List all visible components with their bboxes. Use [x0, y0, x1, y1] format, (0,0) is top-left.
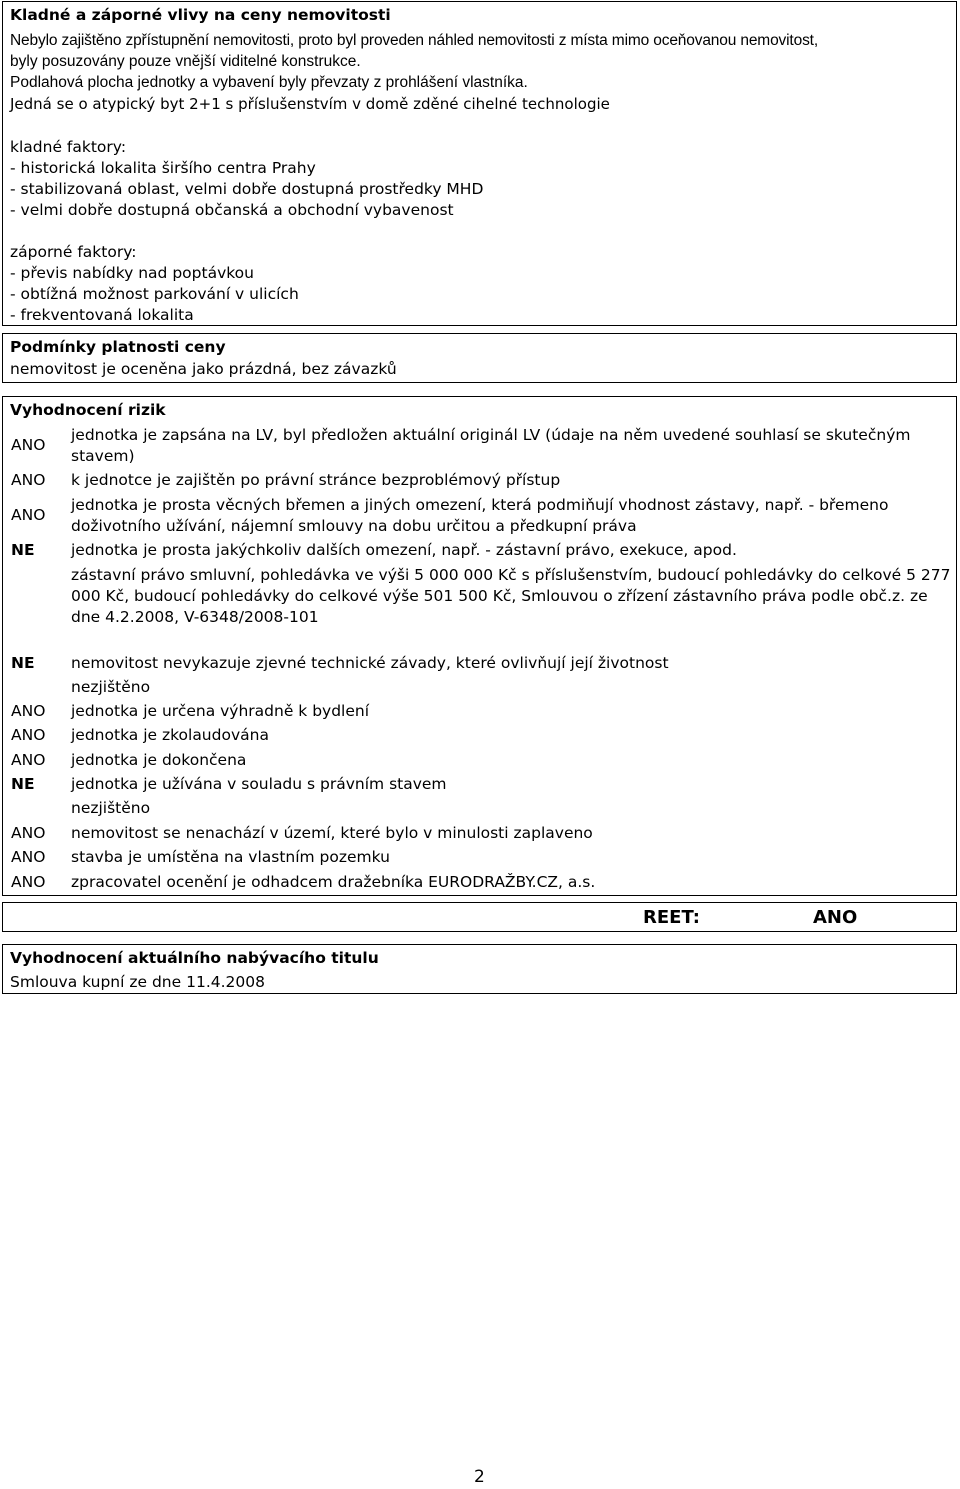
risk-flag: ANO — [11, 726, 46, 744]
positive-item: - historická lokalita širšího centra Prahy — [10, 159, 316, 177]
risk-flag: NE — [11, 654, 35, 672]
risk-text: jednotka je užívána v souladu s právním stavem — [71, 775, 447, 793]
influences-line: Nebylo zajištěno zpřístupnění nemovitosti, proto byl proveden náhled nemovitosti z místa mimo oceňovanou nemovitost, — [10, 32, 818, 49]
positive-item: - stabilizovaná oblast, velmi dobře dostupná prostředky MHD — [10, 180, 484, 198]
risk-text: nemovitost se nenachází v území, které bylo v minulosti zaplaveno — [71, 824, 593, 842]
risk-text: jednotka je prosta jakýchkoliv dalších omezení, např. - zástavní právo, exekuce, apod. — [71, 541, 737, 559]
risk-text: jednotka je zapsána na LV, byl předložen aktuální originál LV (údaje na něm uvedené souhlasí se skutečným — [71, 426, 911, 444]
influences-section — [2, 1, 957, 326]
validity-title: Podmínky platnosti ceny — [10, 338, 226, 356]
positive-heading: kladné faktory: — [10, 138, 127, 156]
risk-flag: NE — [11, 541, 35, 559]
risk-flag: NE — [11, 775, 35, 793]
risk-text: doživotního užívání, nájemní smlouvy na dobu určitou a předkupní práva — [71, 517, 637, 535]
influences-line: Podlahová plocha jednotky a vybavení byly převzaty z prohlášení vlastníka. — [10, 74, 528, 91]
risks-section — [2, 396, 957, 896]
risk-text: 000 Kč, budoucí pohledávky do celkové výše 501 500 Kč, Smlouvou o zřízení zástavního práva podle obč.z. ze — [71, 587, 928, 605]
risk-text: jednotka je prosta věcných břemen a jiných omezení, která podmiňují vhodnost zástavy, např. - břemeno — [71, 496, 889, 514]
risk-flag: ANO — [11, 824, 46, 842]
negative-item: - frekventovaná lokalita — [10, 306, 194, 324]
validity-section — [2, 333, 957, 383]
title-section-text: Smlouva kupní ze dne 11.4.2008 — [10, 973, 265, 991]
title-section — [2, 944, 957, 994]
positive-item: - velmi dobře dostupná občanská a obchodní vybavenost — [10, 201, 454, 219]
negative-item: - obtížná možnost parkování v ulicích — [10, 285, 299, 303]
risks-title: Vyhodnocení rizik — [10, 401, 166, 419]
risk-flag: ANO — [11, 471, 46, 489]
negative-item: - převis nabídky nad poptávkou — [10, 264, 254, 282]
influences-title: Kladné a záporné vlivy na ceny nemovitosti — [10, 6, 391, 24]
risk-text: zástavní právo smluvní, pohledávka ve výši 5 000 000 Kč s příslušenstvím, budoucí pohledávky do celkové 5 277 — [71, 566, 951, 584]
risk-text: nezjištěno — [71, 799, 151, 817]
risk-text: stavem) — [71, 447, 135, 465]
risk-text: nemovitost nevykazuje zjevné technické závady, které ovlivňují její životnost — [71, 654, 669, 672]
risk-flag: ANO — [11, 751, 46, 769]
influences-line: byly posuzovány pouze vnější viditelné konstrukce. — [10, 53, 361, 70]
risk-text: k jednotce je zajištěn po právní stránce bezproblémový přístup — [71, 471, 561, 489]
influences-line: Jedná se o atypický byt 2+1 s příslušenstvím v domě zděné cihelné technologie — [10, 95, 610, 113]
risk-flag: ANO — [11, 702, 46, 720]
risk-text: dne 4.2.2008, V-6348/2008-101 — [71, 608, 319, 626]
risk-text: jednotka je zkolaudována — [71, 726, 269, 744]
page-number: 2 — [474, 1467, 485, 1487]
risk-flag: ANO — [11, 873, 46, 891]
negative-heading: záporné faktory: — [10, 243, 137, 261]
risk-text: jednotka je určena výhradně k bydlení — [71, 702, 370, 720]
risk-text: nezjištěno — [71, 678, 151, 696]
risk-flag: ANO — [11, 506, 46, 524]
title-section-title: Vyhodnocení aktuálního nabývacího titulu — [10, 949, 379, 967]
risk-flag: ANO — [11, 436, 46, 454]
risk-text: jednotka je dokončena — [71, 751, 247, 769]
risk-flag: ANO — [11, 848, 46, 866]
result-section — [2, 902, 957, 932]
risk-text: zpracovatel ocenění je odhadcem dražebníka EURODRAŽBY.CZ, a.s. — [71, 873, 596, 891]
risk-text: stavba je umístěna na vlastním pozemku — [71, 848, 390, 866]
validity-text: nemovitost je oceněna jako prázdná, bez závazků — [10, 360, 397, 378]
result-label: REET: — [643, 907, 700, 928]
result-value: ANO — [813, 907, 858, 928]
